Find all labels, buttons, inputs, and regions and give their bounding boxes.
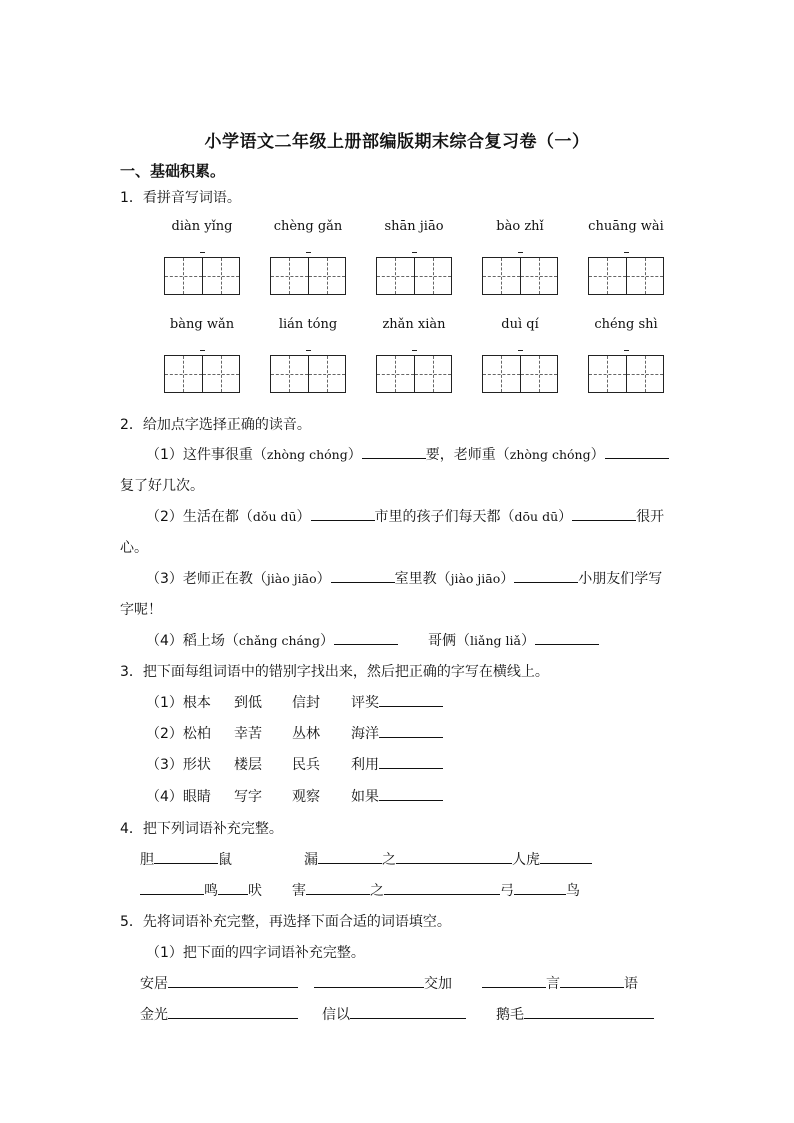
page-title: 小学语文二年级上册部编版期末综合复习卷（一） bbox=[204, 132, 590, 152]
item-text: 很开 bbox=[636, 509, 665, 525]
word-text: （1）根本 bbox=[146, 695, 211, 711]
word-fragment: 交加 bbox=[424, 976, 452, 992]
word-fragment: 漏 bbox=[304, 852, 318, 868]
pinyin-options: zhòng chóng bbox=[266, 447, 348, 462]
word-item bbox=[292, 692, 320, 712]
writing-cell[interactable] bbox=[271, 356, 309, 392]
answer-blank[interactable] bbox=[362, 445, 426, 459]
answer-blank[interactable] bbox=[168, 974, 298, 988]
question-5-subtitle: （1）把下面的四字词语补充完整。 bbox=[146, 945, 365, 961]
word-fragment: 弓 bbox=[500, 883, 514, 899]
pinyin-label: bào zhǐ bbox=[496, 219, 544, 234]
word-item bbox=[292, 723, 320, 743]
word-group-label bbox=[146, 723, 211, 743]
word-text: 如果 bbox=[351, 789, 379, 805]
pinyin-label: chuāng wài bbox=[588, 219, 664, 234]
pinyin-options: dǒu dū bbox=[252, 509, 297, 524]
answer-blank[interactable] bbox=[384, 881, 500, 895]
writing-grid[interactable] bbox=[482, 257, 558, 295]
word-text: 观察 bbox=[292, 789, 320, 805]
pinyin-options: liǎng liǎ bbox=[470, 633, 521, 648]
writing-cell[interactable] bbox=[627, 356, 664, 392]
writing-cell[interactable] bbox=[165, 356, 203, 392]
answer-blank[interactable] bbox=[396, 850, 512, 864]
word-item bbox=[351, 786, 443, 806]
item-text: 小朋友们学写 bbox=[578, 571, 663, 587]
pinyin-options: jiào jiāo bbox=[450, 571, 501, 586]
word-text: 到低 bbox=[234, 695, 262, 711]
grid-marker bbox=[412, 350, 417, 351]
writing-cell[interactable] bbox=[309, 356, 346, 392]
answer-blank[interactable] bbox=[306, 881, 370, 895]
pinyin-label: bàng wǎn bbox=[169, 317, 235, 332]
pinyin-label: duì qí bbox=[501, 317, 539, 332]
writing-cell[interactable] bbox=[627, 258, 664, 294]
word-fragment: 人虎 bbox=[512, 852, 540, 868]
word-fragment: 金光 bbox=[140, 1007, 168, 1023]
question-2-item-1-cont: 复了好几次。 bbox=[120, 478, 204, 494]
question-1-stem: 1．看拼音写词语。 bbox=[120, 190, 241, 206]
word-item bbox=[234, 786, 262, 806]
item-text: 室里教（ bbox=[394, 571, 451, 587]
section-heading: 一、基础积累。 bbox=[120, 162, 226, 180]
word-fragment: 胆 bbox=[140, 852, 154, 868]
writing-grid[interactable] bbox=[270, 257, 346, 295]
writing-grid[interactable] bbox=[376, 257, 452, 295]
item-text: 市里的孩子们每天都（ bbox=[374, 509, 515, 525]
question-5-row-1 bbox=[140, 973, 638, 993]
writing-cell[interactable] bbox=[271, 258, 309, 294]
word-text: 利用 bbox=[351, 757, 379, 773]
writing-cell[interactable] bbox=[415, 356, 452, 392]
writing-grid[interactable] bbox=[588, 355, 664, 393]
answer-blank[interactable] bbox=[560, 974, 624, 988]
item-text: （4）稻上场（ bbox=[146, 633, 239, 649]
answer-blank[interactable] bbox=[379, 755, 443, 769]
word-fragment: 之 bbox=[382, 852, 396, 868]
word-item bbox=[234, 723, 262, 743]
writing-cell[interactable] bbox=[589, 356, 627, 392]
pinyin-options: chǎng cháng bbox=[238, 633, 321, 648]
word-text: 幸苦 bbox=[234, 726, 262, 742]
word-text: 评奖 bbox=[351, 695, 379, 711]
answer-blank[interactable] bbox=[140, 881, 204, 895]
answer-blank[interactable] bbox=[379, 787, 443, 801]
word-fragment: 信以 bbox=[322, 1007, 350, 1023]
answer-blank[interactable] bbox=[572, 507, 636, 521]
grid-marker bbox=[624, 350, 629, 351]
word-fragment: 害 bbox=[292, 883, 306, 899]
writing-cell[interactable] bbox=[309, 258, 346, 294]
word-text: （4）眼睛 bbox=[146, 789, 211, 805]
answer-blank[interactable] bbox=[331, 569, 395, 583]
question-2-item-4 bbox=[146, 630, 599, 650]
word-item bbox=[292, 786, 320, 806]
word-group-label bbox=[146, 754, 211, 774]
question-2-item-1 bbox=[146, 444, 669, 464]
grid-marker bbox=[624, 252, 629, 253]
word-fragment: 鼠 bbox=[218, 852, 232, 868]
item-text: ） bbox=[316, 571, 331, 587]
pinyin-options: jiào jiāo bbox=[266, 571, 317, 586]
pinyin-options: zhòng chóng bbox=[509, 447, 591, 462]
item-text: ） bbox=[520, 633, 535, 649]
pinyin-label: chèng gǎn bbox=[273, 219, 343, 234]
writing-grid[interactable] bbox=[376, 355, 452, 393]
word-item bbox=[292, 754, 320, 774]
answer-blank[interactable] bbox=[514, 569, 578, 583]
writing-cell[interactable] bbox=[165, 258, 203, 294]
word-item bbox=[234, 754, 262, 774]
answer-blank[interactable] bbox=[311, 507, 375, 521]
item-text: （2）生活在都（ bbox=[146, 509, 253, 525]
question-5-row-2 bbox=[140, 1004, 654, 1024]
word-fragment: 言 bbox=[546, 976, 560, 992]
writing-cell[interactable] bbox=[415, 258, 452, 294]
item-text: ） bbox=[590, 447, 605, 463]
answer-blank[interactable] bbox=[535, 631, 599, 645]
item-text: 要，老师重（ bbox=[425, 447, 510, 463]
grid-marker bbox=[412, 252, 417, 253]
word-item bbox=[351, 754, 443, 774]
pinyin-label: chéng shì bbox=[594, 317, 658, 332]
item-text: ） bbox=[320, 633, 335, 649]
pinyin-label: shān jiāo bbox=[384, 219, 444, 234]
writing-cell[interactable] bbox=[589, 258, 627, 294]
answer-blank[interactable] bbox=[540, 850, 592, 864]
word-fragment: 鸟 bbox=[566, 883, 580, 899]
answer-blank[interactable] bbox=[350, 1005, 466, 1019]
word-text: 写字 bbox=[234, 789, 262, 805]
word-fragment: 鹅毛 bbox=[496, 1007, 524, 1023]
word-fragment: 吠 bbox=[248, 883, 262, 899]
item-text: （1）这件事很重（ bbox=[146, 447, 267, 463]
question-5-stem: 5．先将词语补充完整，再选择下面合适的词语填空。 bbox=[120, 914, 451, 930]
word-text: 丛林 bbox=[292, 726, 320, 742]
word-item bbox=[351, 723, 443, 743]
question-4-row-2 bbox=[140, 880, 580, 900]
word-group-label bbox=[146, 692, 211, 712]
writing-grid[interactable] bbox=[482, 355, 558, 393]
answer-blank[interactable] bbox=[318, 850, 382, 864]
pinyin-options: dōu dū bbox=[514, 509, 559, 524]
writing-grid[interactable] bbox=[270, 355, 346, 393]
word-fragment: 语 bbox=[624, 976, 638, 992]
answer-blank[interactable] bbox=[218, 881, 248, 895]
item-text: 哥俩（ bbox=[428, 633, 471, 649]
item-text: ） bbox=[558, 509, 573, 525]
grid-marker bbox=[306, 252, 311, 253]
grid-marker bbox=[518, 350, 523, 351]
writing-grid[interactable] bbox=[164, 257, 240, 295]
writing-cell[interactable] bbox=[377, 356, 415, 392]
question-3-stem: 3．把下面每组词语中的错别字找出来，然后把正确的字写在横线上。 bbox=[120, 664, 549, 680]
writing-grid[interactable] bbox=[164, 355, 240, 393]
answer-blank[interactable] bbox=[168, 1005, 298, 1019]
question-4-row-1 bbox=[140, 849, 592, 869]
pinyin-label: zhǎn xiàn bbox=[382, 317, 446, 332]
writing-cell[interactable] bbox=[377, 258, 415, 294]
question-2-stem: 2．给加点字选择正确的读音。 bbox=[120, 417, 311, 433]
pinyin-label: diàn yǐng bbox=[171, 219, 233, 234]
item-text: ） bbox=[500, 571, 515, 587]
writing-grid[interactable] bbox=[588, 257, 664, 295]
question-4-stem: 4．把下列词语补充完整。 bbox=[120, 821, 283, 837]
answer-blank[interactable] bbox=[154, 850, 218, 864]
pinyin-label: lián tóng bbox=[278, 317, 338, 332]
word-text: 民兵 bbox=[292, 757, 320, 773]
word-item bbox=[351, 692, 443, 712]
answer-blank[interactable] bbox=[605, 445, 669, 459]
word-text: 海洋 bbox=[351, 726, 379, 742]
word-text: 信封 bbox=[292, 695, 320, 711]
question-2-item-2-cont: 心。 bbox=[120, 540, 148, 556]
answer-blank[interactable] bbox=[482, 974, 546, 988]
word-fragment: 安居 bbox=[140, 976, 168, 992]
writing-cell[interactable] bbox=[521, 356, 558, 392]
writing-cell[interactable] bbox=[203, 258, 240, 294]
word-text: （3）形状 bbox=[146, 757, 211, 773]
word-fragment: 之 bbox=[370, 883, 384, 899]
grid-marker bbox=[200, 350, 205, 351]
answer-blank[interactable] bbox=[524, 1005, 654, 1019]
writing-cell[interactable] bbox=[203, 356, 240, 392]
answer-blank[interactable] bbox=[379, 724, 443, 738]
grid-marker bbox=[200, 252, 205, 253]
writing-cell[interactable] bbox=[483, 356, 521, 392]
answer-blank[interactable] bbox=[334, 631, 398, 645]
item-text: （3）老师正在教（ bbox=[146, 571, 267, 587]
question-2-item-3-cont: 字呢！ bbox=[120, 602, 162, 618]
word-text: 楼层 bbox=[234, 757, 262, 773]
grid-marker bbox=[306, 350, 311, 351]
question-2-item-3 bbox=[146, 568, 662, 588]
question-2-item-2 bbox=[146, 506, 664, 526]
writing-cell[interactable] bbox=[483, 258, 521, 294]
answer-blank[interactable] bbox=[379, 693, 443, 707]
answer-blank[interactable] bbox=[514, 881, 566, 895]
writing-cell[interactable] bbox=[521, 258, 558, 294]
answer-blank[interactable] bbox=[314, 974, 424, 988]
word-fragment: 鸣 bbox=[204, 883, 218, 899]
word-group-label bbox=[146, 786, 211, 806]
grid-marker bbox=[518, 252, 523, 253]
word-item bbox=[234, 692, 262, 712]
item-text: ） bbox=[347, 447, 362, 463]
item-text: ） bbox=[296, 509, 311, 525]
word-text: （2）松柏 bbox=[146, 726, 211, 742]
